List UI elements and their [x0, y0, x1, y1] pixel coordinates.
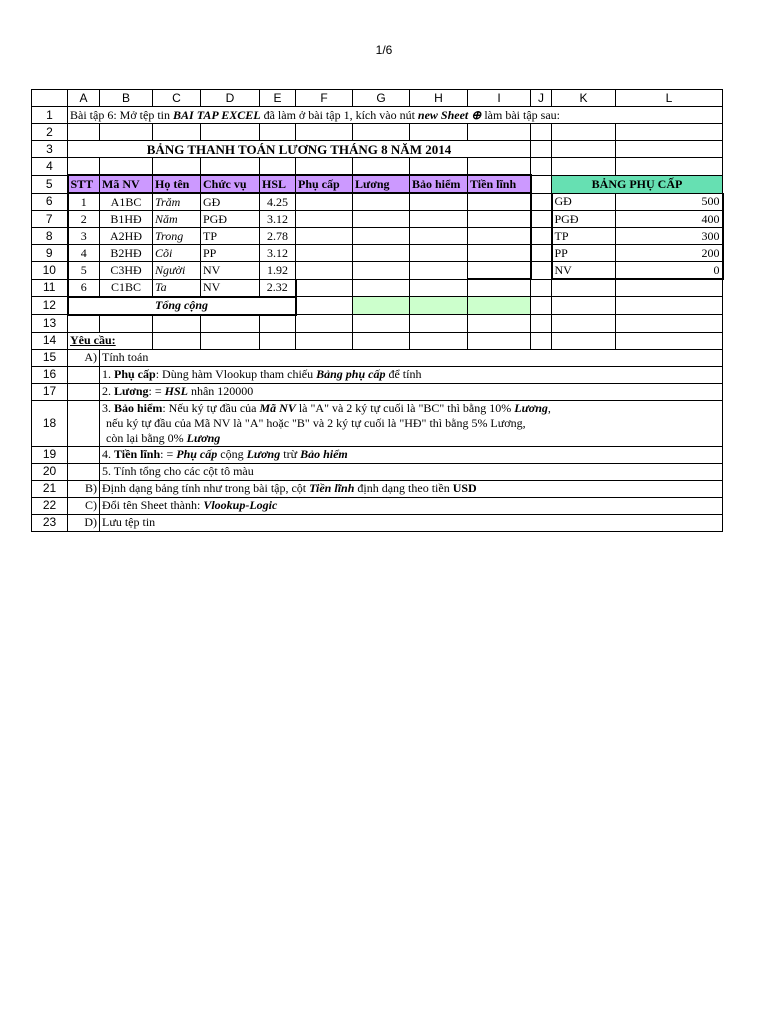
header-chuc-vu[interactable]: Chức vụ: [201, 175, 260, 193]
cell[interactable]: [531, 211, 552, 228]
req-c-label[interactable]: C): [68, 497, 100, 514]
cell[interactable]: [353, 228, 410, 245]
row-1: [32, 107, 723, 124]
cell[interactable]: [296, 124, 353, 141]
cell-stt[interactable]: 5: [68, 262, 100, 280]
cell[interactable]: [353, 279, 410, 297]
cell[interactable]: [468, 315, 531, 333]
cell[interactable]: [296, 262, 353, 280]
cell-hsl[interactable]: 2.32: [260, 279, 296, 297]
cell-ma-nv[interactable]: C3HĐ: [100, 262, 153, 280]
req-16[interactable]: 1. Phụ cấp: Dùng hàm Vlookup tham chiếu Bảng phụ cấp để tính: [100, 366, 723, 383]
cell[interactable]: [468, 279, 531, 297]
cell[interactable]: [531, 228, 552, 245]
row-2: [32, 124, 723, 141]
cell-hsl[interactable]: 4.25: [260, 193, 296, 211]
req-19[interactable]: 4. Tiền lĩnh: = Phụ cấp cộng Lương trừ Bảo hiểm: [100, 446, 723, 463]
cell[interactable]: [296, 228, 353, 245]
cell[interactable]: [153, 158, 201, 176]
row-number[interactable]: 8: [32, 228, 68, 245]
cell[interactable]: [468, 158, 531, 176]
row-12: [32, 297, 723, 315]
col-header[interactable]: E: [260, 90, 296, 107]
cell-chuc-vu[interactable]: TP: [201, 228, 260, 245]
row-number[interactable]: 10: [32, 262, 68, 280]
cell[interactable]: [353, 245, 410, 262]
table-row: [32, 193, 723, 211]
req-22[interactable]: Đổi tên Sheet thành: Vlookup-Logic: [100, 497, 723, 514]
cell[interactable]: [468, 262, 531, 280]
total-label[interactable]: Tổng cộng: [68, 297, 296, 315]
cell-stt[interactable]: 4: [68, 245, 100, 262]
header-luong[interactable]: Lương: [353, 175, 410, 193]
col-header[interactable]: L: [616, 90, 723, 107]
cell[interactable]: [616, 297, 723, 315]
row-14: [32, 332, 723, 349]
cell[interactable]: [153, 124, 201, 141]
cell[interactable]: [552, 332, 616, 349]
cell[interactable]: [296, 315, 353, 333]
req-a-text[interactable]: Tính toán: [100, 349, 723, 366]
cell-hsl[interactable]: 3.12: [260, 245, 296, 262]
cell-ma-nv[interactable]: B2HĐ: [100, 245, 153, 262]
cell[interactable]: [616, 315, 723, 333]
cell-ma-nv[interactable]: C1BC: [100, 279, 153, 297]
row-number[interactable]: 13: [32, 315, 68, 333]
cell[interactable]: [353, 211, 410, 228]
cell[interactable]: [296, 332, 353, 349]
cell-chuc-vu[interactable]: NV: [201, 279, 260, 297]
cell[interactable]: [353, 332, 410, 349]
cell-ma-nv[interactable]: B1HĐ: [100, 211, 153, 228]
cell[interactable]: [552, 141, 616, 158]
row-number[interactable]: 21: [32, 480, 68, 497]
row-19: [32, 446, 723, 463]
header-hsl[interactable]: HSL: [260, 175, 296, 193]
cell[interactable]: [531, 262, 552, 280]
cell-hsl[interactable]: 1.92: [260, 262, 296, 280]
cell[interactable]: [552, 297, 616, 315]
cell[interactable]: [552, 279, 616, 297]
cell[interactable]: [616, 124, 723, 141]
cell[interactable]: [260, 332, 296, 349]
cell[interactable]: [531, 141, 552, 158]
cell-ho-ten[interactable]: Trăm: [153, 193, 201, 211]
row-number[interactable]: 15: [32, 349, 68, 366]
req-18-line-1: 3. Bảo hiểm: Nếu ký tự đầu của Mã NV là "A" và 2 ký tự cuối là "BC" thì bằng 10% Lương,: [102, 400, 551, 415]
sheet-title[interactable]: BẢNG THANH TOÁN LƯƠNG THÁNG 8 NĂM 2014: [68, 141, 531, 158]
row-number[interactable]: 3: [32, 141, 68, 158]
pc-key[interactable]: GĐ: [552, 193, 616, 211]
cell[interactable]: [616, 141, 723, 158]
req-d-label[interactable]: D): [68, 514, 100, 531]
row-number[interactable]: 23: [32, 514, 68, 531]
row-number[interactable]: 19: [32, 446, 68, 463]
corner-cell[interactable]: [32, 90, 68, 107]
cell[interactable]: [410, 262, 468, 280]
row-number[interactable]: 6: [32, 193, 68, 211]
intro-cell[interactable]: Bài tập 6: Mở tệp tin BAI TAP EXCEL đã làm ở bài tập 1, kích vào nút new Sheet ⊕ làm bài tập sau:: [68, 107, 723, 124]
cell[interactable]: [296, 279, 353, 297]
table-row: [32, 262, 723, 280]
pc-value[interactable]: 400: [616, 211, 723, 228]
cell-ho-ten[interactable]: Cõi: [153, 245, 201, 262]
col-header[interactable]: G: [353, 90, 410, 107]
cell-stt[interactable]: 1: [68, 193, 100, 211]
row-number[interactable]: 11: [32, 279, 68, 297]
pc-key[interactable]: PGĐ: [552, 211, 616, 228]
row-23: [32, 514, 723, 531]
row-number[interactable]: 17: [32, 383, 68, 400]
cell[interactable]: [353, 262, 410, 280]
col-header[interactable]: J: [531, 90, 552, 107]
row-21: [32, 480, 723, 497]
header-ma-nv[interactable]: Mã NV: [100, 175, 153, 193]
cell[interactable]: [296, 193, 353, 211]
row-number[interactable]: 7: [32, 211, 68, 228]
cell[interactable]: [468, 193, 531, 211]
req-20[interactable]: 5. Tính tổng cho các cột tô màu: [100, 463, 723, 480]
cell[interactable]: [201, 158, 260, 176]
cell[interactable]: [531, 158, 552, 176]
cell[interactable]: [68, 383, 100, 400]
cell[interactable]: [468, 124, 531, 141]
req-21[interactable]: Định dạng bảng tính như trong bài tập, cột Tiền lĩnh định dạng theo tiền USD: [100, 480, 723, 497]
row-number[interactable]: 9: [32, 245, 68, 262]
cell[interactable]: [410, 158, 468, 176]
cell[interactable]: [68, 366, 100, 383]
row-15: [32, 349, 723, 366]
cell-hsl[interactable]: 2.78: [260, 228, 296, 245]
row-number[interactable]: 22: [32, 497, 68, 514]
col-header[interactable]: C: [153, 90, 201, 107]
table-row: [32, 228, 723, 245]
cell[interactable]: [531, 315, 552, 333]
row-number[interactable]: 14: [32, 332, 68, 349]
cell[interactable]: [616, 158, 723, 176]
cell-chuc-vu[interactable]: NV: [201, 262, 260, 280]
cell[interactable]: [468, 245, 531, 262]
cell-stt[interactable]: 3: [68, 228, 100, 245]
cell[interactable]: [552, 158, 616, 176]
cell[interactable]: [153, 315, 201, 333]
cell[interactable]: [531, 279, 552, 297]
row-22: [32, 497, 723, 514]
req-b-label[interactable]: B): [68, 480, 100, 497]
cell[interactable]: [296, 158, 353, 176]
cell[interactable]: [260, 315, 296, 333]
pc-value[interactable]: 500: [616, 193, 723, 211]
cell[interactable]: [468, 211, 531, 228]
cell[interactable]: [353, 193, 410, 211]
cell[interactable]: [531, 193, 552, 211]
cell[interactable]: [353, 315, 410, 333]
cell[interactable]: [410, 211, 468, 228]
cell[interactable]: [531, 175, 552, 193]
cell[interactable]: [616, 279, 723, 297]
cell[interactable]: [531, 124, 552, 141]
req-17[interactable]: 2. Lương: = HSL nhân 120000: [100, 383, 723, 400]
req-18-line-2: nếu ký tự đầu của Mã NV là "A" hoặc "B" và 2 ký tự cuối là "HĐ" thì bằng 5% Lương,: [106, 415, 526, 430]
cell[interactable]: [260, 158, 296, 176]
row-number[interactable]: 1: [32, 107, 68, 124]
cell[interactable]: [68, 446, 100, 463]
cell[interactable]: [468, 332, 531, 349]
yeu-cau-label[interactable]: Yêu cầu:: [68, 332, 153, 349]
pc-key[interactable]: NV: [552, 262, 616, 280]
row-17: [32, 383, 723, 400]
col-header[interactable]: F: [296, 90, 353, 107]
col-header[interactable]: H: [410, 90, 468, 107]
cell-ho-ten[interactable]: Ta: [153, 279, 201, 297]
cell[interactable]: [68, 158, 100, 176]
req-23[interactable]: Lưu tệp tin: [100, 514, 723, 531]
row-number[interactable]: 2: [32, 124, 68, 141]
cell-chuc-vu[interactable]: GĐ: [201, 193, 260, 211]
cell[interactable]: [68, 124, 100, 141]
col-header[interactable]: I: [468, 90, 531, 107]
cell[interactable]: [201, 332, 260, 349]
total-luong[interactable]: [353, 297, 410, 315]
cell-stt[interactable]: 2: [68, 211, 100, 228]
table-row: [32, 279, 723, 297]
cell[interactable]: [100, 124, 153, 141]
pc-key[interactable]: PP: [552, 245, 616, 262]
cell[interactable]: [153, 332, 201, 349]
cell-ma-nv[interactable]: A2HĐ: [100, 228, 153, 245]
row-13: [32, 315, 723, 333]
row-number[interactable]: 12: [32, 297, 68, 315]
table-row: [32, 245, 723, 262]
pc-value[interactable]: 300: [616, 228, 723, 245]
pc-value[interactable]: 0: [616, 262, 723, 280]
cell[interactable]: [531, 245, 552, 262]
pc-value[interactable]: 200: [616, 245, 723, 262]
cell[interactable]: [531, 297, 552, 315]
col-header[interactable]: B: [100, 90, 153, 107]
row-5: [32, 175, 723, 193]
bang-phu-cap-title[interactable]: BẢNG PHỤ CẤP: [552, 175, 723, 193]
row-number[interactable]: 18: [32, 400, 68, 446]
col-header[interactable]: D: [201, 90, 260, 107]
cell-ho-ten[interactable]: Người: [153, 262, 201, 280]
cell[interactable]: [68, 463, 100, 480]
total-bao-hiem[interactable]: [410, 297, 468, 315]
cell-chuc-vu[interactable]: PP: [201, 245, 260, 262]
row-number[interactable]: 5: [32, 175, 68, 193]
cell[interactable]: [410, 332, 468, 349]
row-18: [32, 400, 723, 446]
cell[interactable]: [68, 400, 100, 446]
header-ho-ten[interactable]: Họ tên: [153, 175, 201, 193]
cell[interactable]: [201, 124, 260, 141]
cell[interactable]: [201, 315, 260, 333]
cell[interactable]: [531, 332, 552, 349]
cell[interactable]: [552, 124, 616, 141]
row-number[interactable]: 4: [32, 158, 68, 176]
row-number[interactable]: 16: [32, 366, 68, 383]
column-header-row: [32, 90, 723, 107]
pc-key[interactable]: TP: [552, 228, 616, 245]
cell[interactable]: [410, 279, 468, 297]
cell[interactable]: [616, 332, 723, 349]
cell-stt[interactable]: 6: [68, 279, 100, 297]
col-header[interactable]: A: [68, 90, 100, 107]
page-number: 1/6: [375, 43, 393, 57]
cell[interactable]: [296, 245, 353, 262]
cell[interactable]: [296, 297, 353, 315]
cell-hsl[interactable]: 3.12: [260, 211, 296, 228]
cell[interactable]: [552, 315, 616, 333]
header-tien-linh[interactable]: Tiền lĩnh: [468, 175, 531, 193]
cell[interactable]: [353, 124, 410, 141]
header-stt[interactable]: STT: [68, 175, 100, 193]
row-4: [32, 158, 723, 176]
row-16: [32, 366, 723, 383]
col-header[interactable]: K: [552, 90, 616, 107]
cell[interactable]: [468, 228, 531, 245]
req-18-line-3: còn lại bằng 0% Lương: [106, 430, 221, 445]
cell[interactable]: [100, 158, 153, 176]
cell[interactable]: [410, 315, 468, 333]
cell[interactable]: [410, 245, 468, 262]
cell[interactable]: [410, 193, 468, 211]
row-number[interactable]: 20: [32, 463, 68, 480]
cell-ma-nv[interactable]: A1BC: [100, 193, 153, 211]
total-tien-linh[interactable]: [468, 297, 531, 315]
header-bao-hiem[interactable]: Bảo hiểm: [410, 175, 468, 193]
cell[interactable]: [410, 228, 468, 245]
cell-ho-ten[interactable]: Trong: [153, 228, 201, 245]
req-18[interactable]: [100, 400, 723, 446]
spreadsheet: [31, 89, 724, 532]
cell[interactable]: [100, 315, 153, 333]
row-3: [32, 141, 723, 158]
cell-ho-ten[interactable]: Năm: [153, 211, 201, 228]
cell[interactable]: [260, 124, 296, 141]
header-phu-cap[interactable]: Phụ cấp: [296, 175, 353, 193]
cell-chuc-vu[interactable]: PGĐ: [201, 211, 260, 228]
row-20: [32, 463, 723, 480]
cell[interactable]: [353, 158, 410, 176]
table-row: [32, 211, 723, 228]
cell[interactable]: [296, 211, 353, 228]
cell[interactable]: [410, 124, 468, 141]
cell[interactable]: [68, 315, 100, 333]
req-a-label[interactable]: A): [68, 349, 100, 366]
